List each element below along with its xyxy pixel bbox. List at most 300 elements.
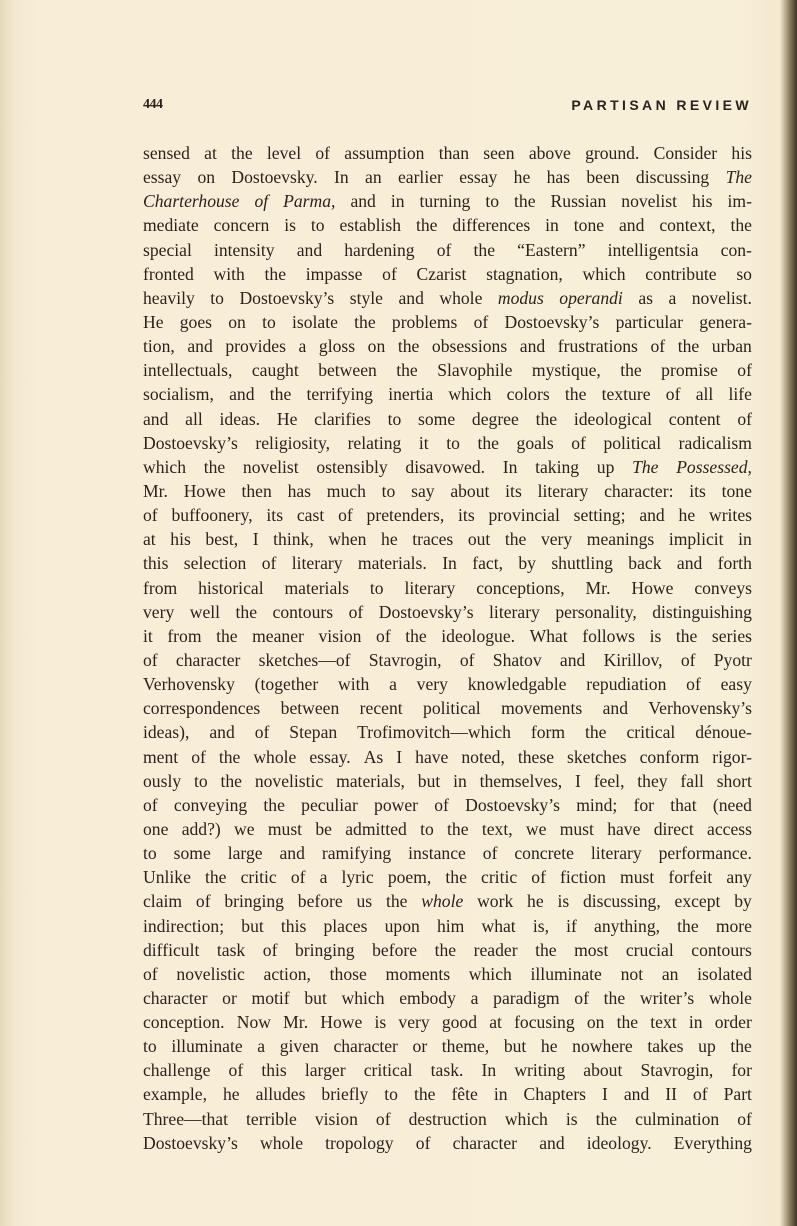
word: this xyxy=(143,553,169,574)
word: the xyxy=(220,770,242,791)
word: the xyxy=(535,408,558,429)
word: the xyxy=(354,311,376,332)
word: instance xyxy=(408,843,466,864)
word: and xyxy=(676,553,703,574)
word: he xyxy=(678,505,696,526)
word: then xyxy=(241,480,272,501)
word: reader xyxy=(473,939,518,960)
word: alludes xyxy=(255,1084,306,1105)
word: embody xyxy=(399,987,456,1008)
word: be xyxy=(315,818,332,839)
text-line xyxy=(143,865,752,889)
text-line xyxy=(143,672,752,696)
word: before xyxy=(372,939,418,960)
word: to xyxy=(381,480,396,501)
word: of xyxy=(531,867,546,888)
word: culmination xyxy=(635,1108,720,1129)
word: seen xyxy=(483,143,515,163)
word: but xyxy=(417,770,441,791)
word: for xyxy=(731,1060,752,1081)
word: As xyxy=(363,746,384,767)
word: about xyxy=(583,1060,623,1081)
word: its xyxy=(266,505,284,526)
word: the xyxy=(595,1108,618,1129)
word: except xyxy=(674,891,721,912)
word: the xyxy=(677,915,699,936)
word: anything, xyxy=(594,915,661,936)
word: if xyxy=(566,915,577,936)
word: promise xyxy=(661,360,718,381)
word: to xyxy=(485,191,500,212)
word: implicit xyxy=(668,529,724,550)
word: in xyxy=(390,191,405,212)
text-line xyxy=(143,696,752,720)
word: of xyxy=(315,143,331,163)
text-line xyxy=(143,817,752,841)
word: about xyxy=(450,480,490,501)
text-line xyxy=(143,262,752,286)
word: Trofimovitch—which xyxy=(357,722,511,743)
word: bringing xyxy=(224,891,284,912)
italic-word: Charterhouse xyxy=(143,191,240,212)
word: concrete xyxy=(514,843,574,864)
word: cast xyxy=(296,505,325,526)
word: peculiar xyxy=(301,794,358,815)
word: of xyxy=(482,843,498,864)
word: problems xyxy=(391,311,458,332)
word: I xyxy=(252,529,259,550)
word: ment xyxy=(143,746,179,767)
word: Mr. xyxy=(143,480,168,501)
word: his xyxy=(731,143,752,163)
word: historical xyxy=(198,577,264,598)
word: nowhere xyxy=(572,1036,633,1057)
word: Mr. xyxy=(283,1012,309,1033)
word: with xyxy=(337,674,370,695)
word: mediate xyxy=(143,215,199,236)
word: vision xyxy=(318,625,362,646)
word: provides xyxy=(225,336,286,357)
text-line xyxy=(143,1058,752,1082)
text-line xyxy=(143,310,752,334)
text-line xyxy=(143,1034,752,1058)
word: Stepan xyxy=(289,722,338,743)
word: the xyxy=(218,746,241,767)
word: of xyxy=(254,722,270,743)
word: meaner xyxy=(252,625,304,646)
word: the xyxy=(396,360,418,381)
word: discussing, xyxy=(583,891,661,912)
word: sketches xyxy=(567,746,627,767)
word: of xyxy=(338,505,353,526)
word: is xyxy=(649,625,662,646)
text-line xyxy=(143,1107,752,1131)
word: in xyxy=(545,215,559,236)
word: personality, xyxy=(555,601,637,622)
text-line xyxy=(143,213,752,237)
text-line xyxy=(143,962,752,986)
word: he xyxy=(527,891,544,912)
word: texture xyxy=(601,384,651,405)
word: on xyxy=(197,167,216,188)
word: has xyxy=(287,480,312,501)
word: earlier xyxy=(397,167,443,188)
word: than xyxy=(438,143,470,163)
word: on xyxy=(228,311,246,332)
word: provincial xyxy=(488,505,560,526)
word: of xyxy=(737,360,752,381)
word: access xyxy=(707,818,752,839)
word: the xyxy=(264,263,287,284)
word: of xyxy=(680,649,696,670)
word: at xyxy=(143,529,156,550)
word: up xyxy=(596,456,615,477)
word: materials, xyxy=(336,770,405,791)
word: degree xyxy=(471,408,519,429)
word: mind; xyxy=(576,794,618,815)
word: the xyxy=(263,794,285,815)
word: Howe xyxy=(183,480,226,501)
italic-word: modus xyxy=(497,287,544,308)
word: fiction xyxy=(560,867,606,888)
word: movements xyxy=(501,698,583,719)
word: so xyxy=(736,263,752,284)
word: Dostoevsky’s xyxy=(504,311,600,332)
word: style xyxy=(349,287,383,308)
word: which xyxy=(468,963,512,984)
word: Russian xyxy=(550,191,607,212)
word: those xyxy=(329,963,367,984)
word: Stavrogin, xyxy=(368,649,442,670)
word: illuminate xyxy=(171,1036,243,1057)
word: focusing xyxy=(514,1012,575,1033)
word: critical xyxy=(626,722,676,743)
word: in xyxy=(738,529,752,550)
word: literary xyxy=(590,843,642,864)
word: themselves, xyxy=(479,770,563,791)
word: inertia xyxy=(388,384,434,405)
word: of xyxy=(650,336,666,357)
word: of xyxy=(143,649,158,670)
word: to xyxy=(143,1036,157,1057)
word: Unlike xyxy=(143,867,191,888)
word: writer’s xyxy=(639,987,695,1008)
word: add?) xyxy=(181,818,221,839)
word: from xyxy=(167,625,202,646)
word: power xyxy=(374,794,419,815)
word: admitted xyxy=(345,818,407,839)
word: and xyxy=(187,336,213,357)
word: out xyxy=(467,529,491,550)
word: to xyxy=(369,577,384,598)
text-line xyxy=(143,889,752,913)
word: moments xyxy=(385,963,451,984)
word: claim xyxy=(143,891,183,912)
word: of xyxy=(473,311,489,332)
word: the xyxy=(434,939,457,960)
word: places xyxy=(323,915,368,936)
word: the xyxy=(514,191,536,212)
word: ideas. xyxy=(219,408,261,429)
word: of xyxy=(665,384,681,405)
word: of xyxy=(686,674,701,695)
word: and xyxy=(559,649,586,670)
word: rigor- xyxy=(712,746,752,767)
word: and xyxy=(639,505,665,526)
word: Everything xyxy=(673,1132,752,1153)
word: he xyxy=(540,1036,558,1057)
word: of xyxy=(143,794,158,815)
word: context, xyxy=(659,215,716,236)
word: theme, xyxy=(441,1036,490,1057)
word: a xyxy=(298,336,307,357)
text-line xyxy=(143,165,752,189)
word: of xyxy=(143,505,158,526)
word: In xyxy=(481,1060,497,1081)
word: the xyxy=(413,1084,436,1105)
word: easy xyxy=(720,674,752,695)
word: of xyxy=(143,963,158,984)
word: essay. xyxy=(309,746,351,767)
word: and xyxy=(398,287,424,308)
word: not xyxy=(620,963,644,984)
italic-word: Possessed, xyxy=(676,456,752,477)
word: short xyxy=(716,770,752,791)
word: noted, xyxy=(461,746,505,767)
word: urban xyxy=(711,336,752,357)
word: crucial xyxy=(625,939,674,960)
word: its xyxy=(458,505,475,526)
word: tone xyxy=(573,215,605,236)
word: form xyxy=(530,722,566,743)
word: religiosity, xyxy=(255,432,330,453)
word: gloss xyxy=(318,336,356,357)
word: materials xyxy=(284,577,349,598)
word: political xyxy=(423,698,481,719)
word: and xyxy=(623,1084,650,1105)
italic-word: whole xyxy=(421,891,464,912)
word: of xyxy=(571,432,586,453)
word: of xyxy=(434,794,449,815)
word: the xyxy=(564,384,587,405)
word: In xyxy=(442,553,457,574)
word: paradigm xyxy=(493,987,560,1008)
word: intensity xyxy=(213,239,275,260)
word: goals xyxy=(516,432,554,453)
text-line xyxy=(143,576,752,600)
word: best, xyxy=(205,529,239,550)
text-line xyxy=(143,141,752,165)
word: Mr. xyxy=(585,577,611,598)
word: very xyxy=(143,601,175,622)
word: Part xyxy=(723,1084,752,1105)
word: buffoonery, xyxy=(171,505,253,526)
text-line xyxy=(143,1010,752,1034)
word: character xyxy=(175,649,241,670)
word: destruction xyxy=(408,1108,487,1129)
word: one xyxy=(143,818,169,839)
word: establish xyxy=(339,215,402,236)
text-line xyxy=(143,503,752,527)
word: relating xyxy=(347,432,402,453)
word: a xyxy=(668,287,677,308)
word: the xyxy=(269,384,292,405)
word: Three—that xyxy=(143,1108,228,1129)
word: what xyxy=(481,915,516,936)
word: feel, xyxy=(593,770,625,791)
word: at xyxy=(489,1012,502,1033)
word: terrible xyxy=(246,1108,297,1129)
word: an xyxy=(661,963,679,984)
word: heavily xyxy=(143,287,195,308)
word: it xyxy=(143,625,153,646)
word: an xyxy=(365,167,382,188)
word: of xyxy=(574,987,589,1008)
word: text xyxy=(650,1012,677,1033)
word: of xyxy=(382,263,397,284)
word: and xyxy=(519,336,546,357)
word: selection xyxy=(183,553,247,574)
word: work xyxy=(477,891,514,912)
word: well xyxy=(189,601,221,622)
word: some xyxy=(173,843,211,864)
text-line xyxy=(143,938,752,962)
text-line xyxy=(143,1131,752,1155)
word: its xyxy=(689,480,706,501)
word: Slavophile xyxy=(437,360,513,381)
word: very xyxy=(540,529,573,550)
word: literary xyxy=(489,601,540,622)
word: conceptions, xyxy=(476,577,565,598)
text-line xyxy=(143,745,752,769)
text-line xyxy=(143,334,752,358)
word: action, xyxy=(263,963,311,984)
word: is xyxy=(557,891,570,912)
word: with xyxy=(213,263,245,284)
word: taking xyxy=(535,456,580,477)
word: which xyxy=(143,456,186,477)
word: of xyxy=(459,649,475,670)
text-line xyxy=(143,841,752,865)
word: the xyxy=(603,987,626,1008)
word: Shatov xyxy=(492,649,542,670)
word: He xyxy=(143,311,164,332)
word: difficult xyxy=(143,939,200,960)
word: which xyxy=(448,384,492,405)
word: is xyxy=(284,215,296,236)
word: very xyxy=(398,1012,430,1033)
word: conveying xyxy=(173,794,248,815)
word: Dostoevsky’s xyxy=(143,432,238,453)
word: con- xyxy=(720,239,752,260)
word: the xyxy=(535,939,557,960)
word: which xyxy=(504,1108,548,1129)
word: novelist xyxy=(621,191,677,212)
word: this xyxy=(261,1060,287,1081)
word: conform xyxy=(639,746,700,767)
word: or xyxy=(412,1036,428,1057)
page-number: 444 xyxy=(143,97,163,112)
word: when xyxy=(328,529,367,550)
word: to xyxy=(387,408,402,429)
word: bringing xyxy=(294,939,355,960)
word: concern xyxy=(213,215,270,236)
word: fronted xyxy=(143,263,194,284)
word: turning xyxy=(419,191,471,212)
word: writes xyxy=(708,505,752,526)
word: have xyxy=(607,818,641,839)
word: materials. xyxy=(357,553,427,574)
word: challenge xyxy=(143,1060,211,1081)
text-line xyxy=(143,551,752,575)
word: discussing xyxy=(635,167,710,188)
word: ideas), xyxy=(143,722,190,743)
italic-word: Parma, xyxy=(283,191,336,212)
word: contribute xyxy=(645,263,717,284)
word: a xyxy=(319,867,328,888)
word: meanings xyxy=(586,529,655,550)
word: impasse xyxy=(305,263,363,284)
word: the xyxy=(620,360,642,381)
word: the xyxy=(235,601,258,622)
word: these xyxy=(517,746,555,767)
word: and xyxy=(209,722,235,743)
word: poem, xyxy=(387,867,432,888)
word: isolate xyxy=(291,311,338,332)
word: mystique, xyxy=(531,360,601,381)
word: ramifying xyxy=(321,843,392,864)
word: series xyxy=(711,625,752,646)
word: which xyxy=(582,263,626,284)
word: to xyxy=(446,432,460,453)
word: its xyxy=(505,480,522,501)
word: some xyxy=(418,408,456,429)
word: shuttling xyxy=(551,553,613,574)
word: to xyxy=(193,770,208,791)
word: and xyxy=(602,698,628,719)
word: whole xyxy=(439,287,483,308)
word: upon xyxy=(384,915,420,936)
word: conception. xyxy=(143,1012,225,1033)
word: he xyxy=(381,529,398,550)
word: the xyxy=(616,1012,639,1033)
word: critic xyxy=(481,867,518,888)
word: ground. xyxy=(585,143,640,163)
word: obsessions xyxy=(431,336,508,357)
word: of xyxy=(376,625,391,646)
word: us xyxy=(356,891,373,912)
word: on xyxy=(586,1012,605,1033)
word: which xyxy=(341,987,385,1008)
word: Dostoevsky’s xyxy=(239,287,335,308)
word: has xyxy=(546,167,571,188)
word: novelist. xyxy=(691,287,752,308)
word: whole xyxy=(260,1132,303,1153)
word: of xyxy=(191,746,206,767)
word: forfeit xyxy=(668,867,713,888)
word: example, xyxy=(143,1084,207,1105)
word: is, xyxy=(532,915,549,936)
word: traces xyxy=(412,529,454,550)
word: must xyxy=(267,818,303,839)
word: I xyxy=(396,746,403,767)
text-line xyxy=(143,479,752,503)
word: at xyxy=(204,143,217,163)
text-line xyxy=(143,286,752,310)
word: pretenders, xyxy=(366,505,445,526)
word: He xyxy=(276,408,298,429)
word: clarifies xyxy=(314,408,371,429)
